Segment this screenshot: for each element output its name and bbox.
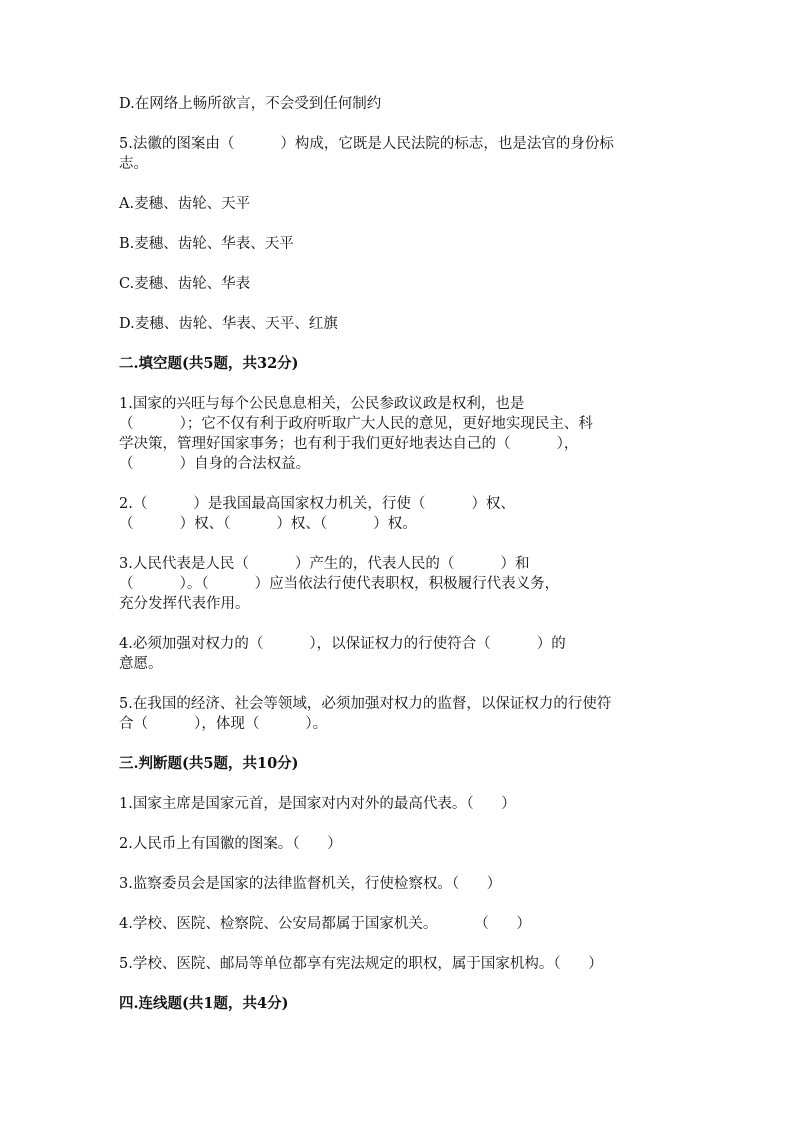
question-item (119, 694, 679, 734)
question-item (119, 394, 679, 474)
section-matching (119, 994, 679, 1014)
section-fill-in (119, 354, 679, 734)
question-line: （ ）权、（ ）权、（ ）权。 (119, 516, 417, 532)
question-line: 4.必须加强对权力的（ ），以保证权力的行使符合（ ）的 (119, 636, 566, 652)
question-item (119, 794, 679, 814)
question-line: 5.学校、医院、邮局等单位都享有宪法规定的职权，属于国家机构。（ ） (119, 956, 603, 972)
question-line: 1.国家的兴旺与每个公民息息相关，公民参政议政是权利，也是 (119, 396, 525, 412)
question-item (119, 314, 679, 334)
question-line: 1.国家主席是国家元首，是国家对内对外的最高代表。（ ） (119, 796, 516, 812)
question-line: 合（ ），体现（ ）。 (119, 716, 328, 732)
question-line: 3.人民代表是人民（ ）产生的，代表人民的（ ）和 (119, 556, 530, 572)
section-heading-text: 四.连线题(共1题，共4分) (119, 995, 289, 1012)
question-line: 5.法徽的图案由（ ）构成，它既是人民法院的标志，也是法官的身份标 (119, 136, 614, 152)
section-heading (119, 754, 679, 774)
question-line: （ ）；它不仅有利于政府听取广大人民的意见，更好地实现民主、科 (119, 416, 593, 432)
question-item (119, 494, 679, 534)
exam-page (119, 94, 679, 1034)
question-line: 5.在我国的经济、社会等领域，必须加强对权力的监督，以保证权力的行使符 (119, 696, 612, 712)
section-heading-text: 二.填空题(共5题，共32分) (119, 355, 299, 372)
question-item (119, 194, 679, 214)
question-line: A.麦穗、齿轮、天平 (119, 196, 251, 212)
question-line: 3.监察委员会是国家的法律监督机关，行使检察权。（ ） (119, 876, 502, 892)
question-line: 4.学校、医院、检察院、公安局都属于国家机关。 （ ） (119, 916, 531, 932)
question-item (119, 274, 679, 294)
question-item (119, 234, 679, 254)
question-item (119, 94, 679, 114)
question-line: 学决策，管理好国家事务；也有利于我们更好地表达自己的（ ）， (119, 436, 579, 452)
question-line: 意愿。 (119, 656, 163, 672)
question-line: 充分发挥代表作用。 (119, 596, 250, 612)
question-item (119, 874, 679, 894)
question-item (119, 134, 679, 174)
question-item (119, 834, 679, 854)
question-line: （ ）。（ ）应当依法行使代表职权，积极履行代表义务， (119, 576, 560, 592)
question-line: 2.人民币上有国徽的图案。（ ） (119, 836, 342, 852)
section-true-false (119, 754, 679, 974)
section-heading-text: 三.判断题(共5题，共10分) (119, 755, 299, 772)
question-item (119, 554, 679, 614)
section-heading (119, 994, 679, 1014)
question-item (119, 954, 679, 974)
question-line: D.在网络上畅所欲言，不会受到任何制约 (119, 96, 382, 112)
question-item (119, 634, 679, 674)
question-line: （ ）自身的合法权益。 (119, 456, 311, 472)
section-heading (119, 354, 679, 374)
question-line: 志。 (119, 156, 148, 172)
question-line: D.麦穗、齿轮、华表、天平、红旗 (119, 316, 338, 332)
question-line: 2.（ ）是我国最高国家权力机关，行使（ ）权、 (119, 496, 516, 512)
section-mc-tail (119, 94, 679, 334)
question-item (119, 914, 679, 934)
question-line: C.麦穗、齿轮、华表 (119, 276, 251, 292)
question-line: B.麦穗、齿轮、华表、天平 (119, 236, 294, 252)
